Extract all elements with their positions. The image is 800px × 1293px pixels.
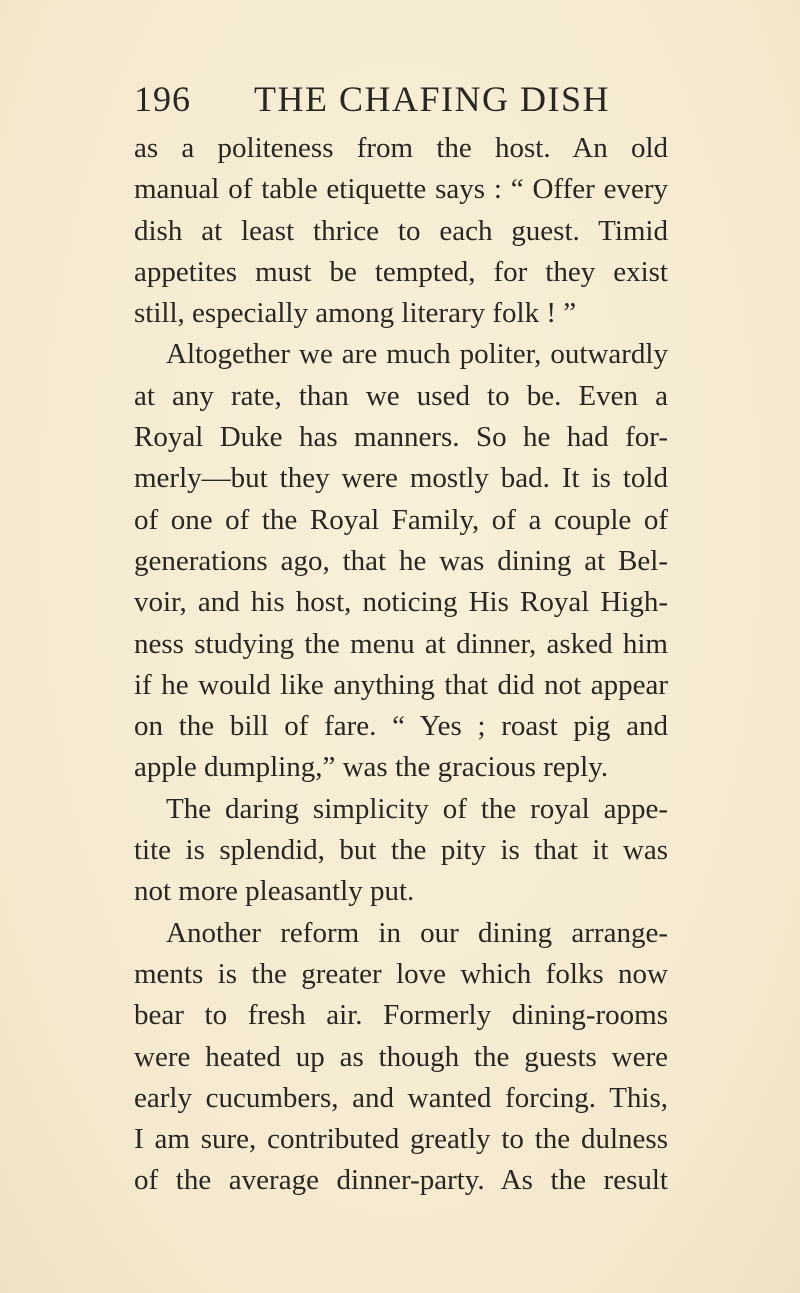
- text-line: I am sure, contributed greatly to the dulness: [134, 1123, 668, 1156]
- body-text: [134, 128, 668, 1202]
- text-line: ments is the greater love which folks now: [134, 957, 668, 990]
- text-line: appetites must be tempted, for they exist: [134, 255, 668, 288]
- text-line: dish at least thrice to each guest. Timid: [134, 214, 668, 247]
- text-line: tite is splendid, but the pity is that it was: [134, 834, 668, 867]
- text-line: voir, and his host, noticing His Royal High-: [134, 586, 668, 619]
- text-line: merly—but they were mostly bad. It is told: [134, 462, 668, 495]
- text-line: generations ago, that he was dining at Bel-: [134, 544, 668, 577]
- text-line: of the average dinner-party. As the result: [134, 1164, 668, 1197]
- running-title: THE CHAFING DISH: [254, 79, 610, 119]
- text-line: apple dumpling,” was the gracious reply.: [134, 751, 609, 784]
- page-number: 196: [134, 79, 191, 119]
- text-line: The daring simplicity of the royal appe-: [166, 792, 668, 825]
- text-line: still, especially among literary folk ! ”: [134, 297, 577, 330]
- text-line: Altogether we are much politer, outwardly: [166, 338, 668, 371]
- text-line: manual of table etiquette says : “ Offer every: [134, 173, 668, 206]
- text-line: Royal Duke has manners. So he had for-: [134, 421, 668, 454]
- text-line: bear to fresh air. Formerly dining-rooms: [134, 999, 668, 1032]
- text-line: as a politeness from the host. An old: [134, 132, 668, 164]
- text-line: if he would like anything that did not appear: [134, 668, 668, 701]
- text-line: early cucumbers, and wanted forcing. This,: [134, 1081, 668, 1114]
- text-line: at any rate, than we used to be. Even a: [134, 379, 668, 412]
- text-line: ness studying the menu at dinner, asked him: [134, 627, 668, 660]
- text-line: were heated up as though the guests were: [134, 1040, 668, 1073]
- text-line: not more pleasantly put.: [134, 875, 415, 908]
- text-line: on the bill of fare. “ Yes ; roast pig and: [134, 710, 668, 743]
- text-line: Another reform in our dining arrange-: [166, 916, 668, 949]
- text-line: of one of the Royal Family, of a couple of: [134, 503, 668, 536]
- running-head: [134, 74, 674, 124]
